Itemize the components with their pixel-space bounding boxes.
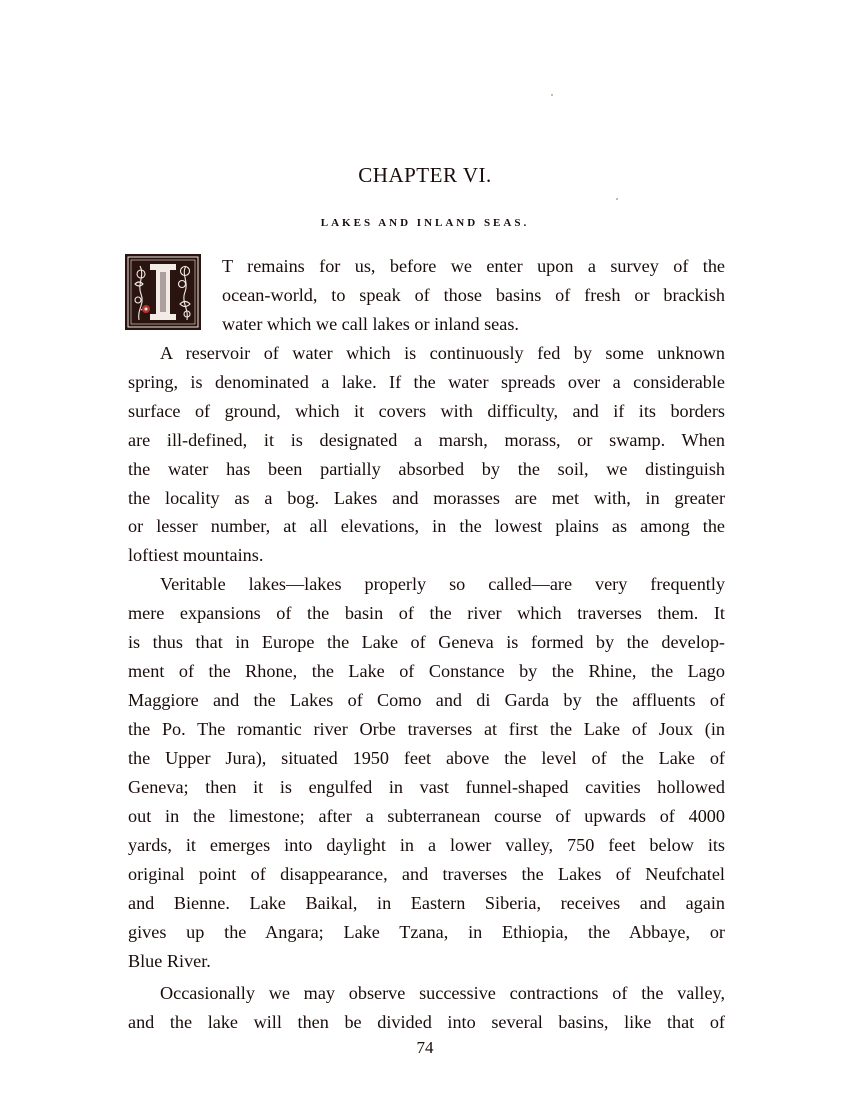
text-line: out in the limestone; after a subterranean course of upwards of 4000 [128, 805, 725, 826]
paper-speck [551, 94, 553, 96]
text-line: mere expansions of the basin of the river which traverses them. It [128, 603, 725, 624]
text-line: Geneva; then it is engulfed in vast funnel-shaped cavities hollowed [128, 776, 725, 797]
text-line: Blue River. [128, 950, 211, 971]
text-line: water which we call lakes or inland seas. [222, 313, 519, 334]
text-line: T remains for us, before we enter upon a survey of the [222, 256, 725, 276]
text-line: Occasionally we may observe successive contractions of the valley, [160, 983, 725, 1004]
text-line: is thus that in Europe the Lake of Geneva is formed by the develop- [128, 632, 725, 653]
text-line: are ill-defined, it is designated a marsh, morass, or swamp. When [128, 429, 725, 450]
paper-speck [616, 198, 618, 200]
chapter-title: CHAPTER VI. [358, 163, 492, 187]
text-line: or lesser number, at all elevations, in the lowest plains as among the [128, 516, 725, 537]
text-line: and Bienne. Lake Baikal, in Eastern Siberia, receives and again [128, 892, 725, 913]
text-line: the Po. The romantic river Orbe traverses at first the Lake of Joux (in [128, 719, 725, 739]
body-text [128, 252, 725, 1037]
text-line: ment of the Rhone, the Lake of Constance by the Rhine, the Lago [128, 661, 725, 682]
ornamental-initial-floral-icon [125, 254, 201, 330]
text-line: ocean-world, to speak of those basins of fresh or brackish [222, 284, 725, 305]
text-line: Veritable lakes—lakes properly so called—are very frequently [160, 574, 725, 595]
section-title: LAKES AND INLAND SEAS. [320, 217, 530, 229]
text-line: original point of disappearance, and traverses the Lakes of Neufchatel [128, 863, 725, 884]
text-line: and the lake will then be divided into several basins, like that of [128, 1012, 725, 1033]
page-number: 74 [416, 1038, 434, 1057]
text-line: the locality as a bog. Lakes and morasses are met with, in greater [128, 487, 725, 508]
text-line: loftiest mountains. [128, 545, 264, 566]
text-line: gives up the Angara; Lake Tzana, in Ethiopia, the Abbaye, or [128, 921, 725, 942]
text-line: Maggiore and the Lakes of Como and di Garda by the affluents of [128, 690, 725, 711]
text-line: the water has been partially absorbed by the soil, we distinguish [128, 458, 725, 479]
text-line: surface of ground, which it covers with difficulty, and if its borders [128, 400, 725, 421]
text-line: yards, it emerges into daylight in a lower valley, 750 feet below its [128, 834, 725, 855]
text-line: spring, is denominated a lake. If the water spreads over a considerable [128, 371, 725, 392]
text-line: A reservoir of water which is continuously fed by some unknown [160, 342, 725, 363]
text-line: the Upper Jura), situated 1950 feet above the level of the Lake of [128, 747, 725, 768]
